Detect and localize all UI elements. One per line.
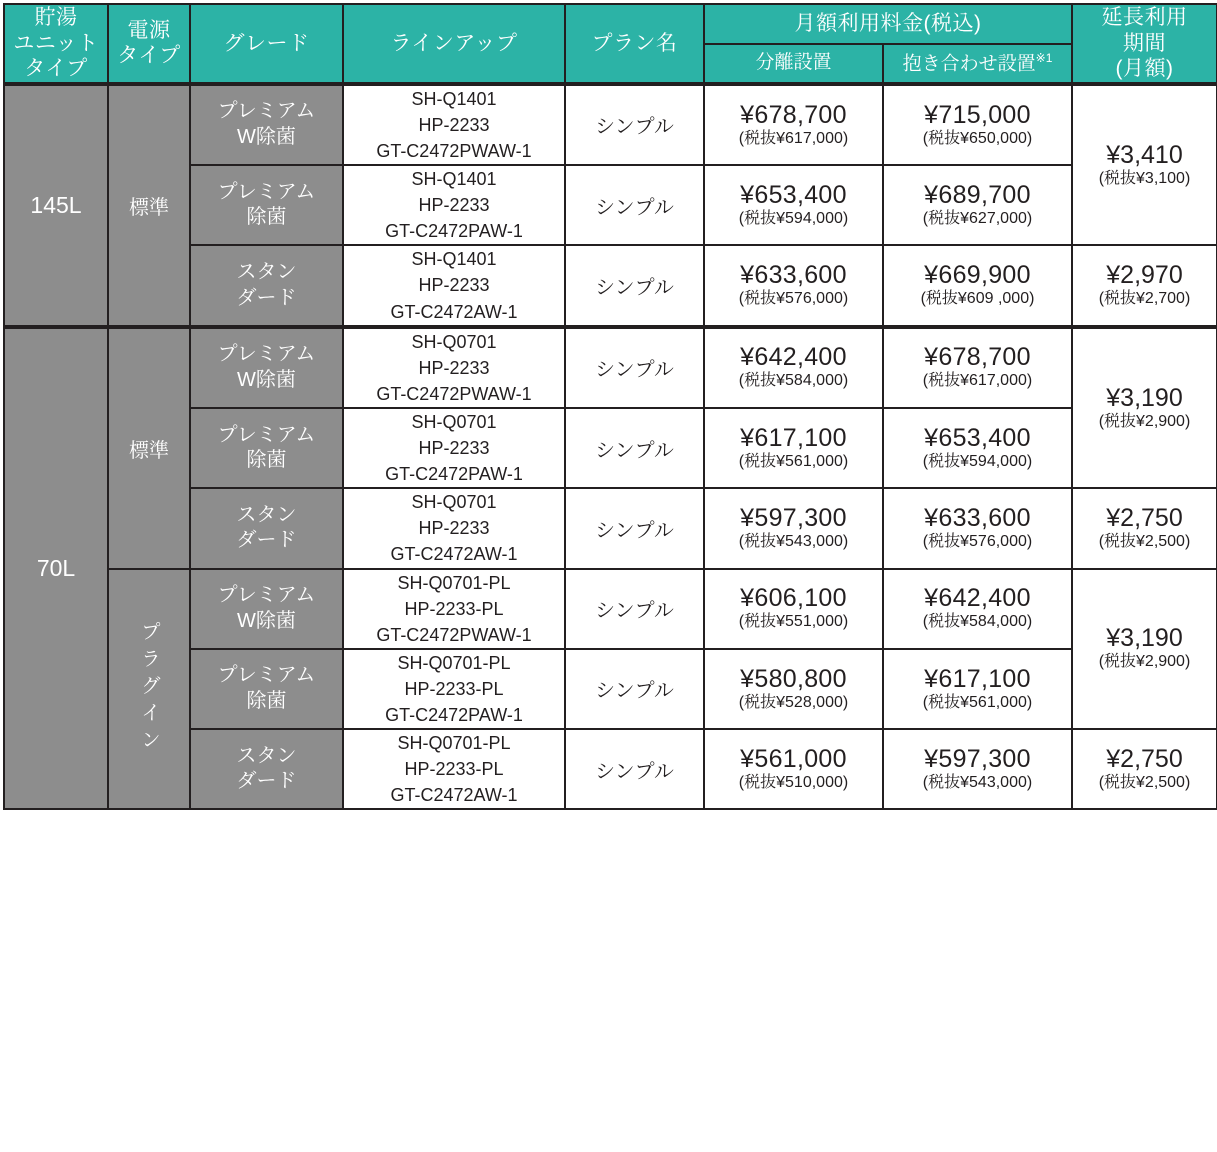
table-header-row-1 bbox=[4, 4, 1217, 44]
separate-price-cell bbox=[704, 245, 883, 326]
extension-price-sub: (税抜¥2,900) bbox=[1098, 653, 1191, 671]
combined-price-cell bbox=[883, 569, 1072, 649]
lineup-line3: GT-C2472PAW-1 bbox=[385, 704, 523, 725]
separate-price-main: ¥606,100 bbox=[740, 584, 847, 613]
unit-type-70l: 70L bbox=[4, 327, 108, 810]
power-type-plugin-70l bbox=[108, 569, 190, 810]
lineup-line2: HP-2233-PL bbox=[404, 678, 504, 699]
header-extension-line3: (月額) bbox=[1115, 57, 1174, 81]
plan-cell: シンプル bbox=[565, 408, 704, 488]
separate-price-sub: (税抜¥528,000) bbox=[738, 693, 849, 711]
combined-price-sub: (税抜¥650,000) bbox=[922, 129, 1033, 147]
lineup-line3: GT-C2472PWAW-1 bbox=[376, 624, 532, 645]
extension-price-sub: (税抜¥3,100) bbox=[1098, 169, 1191, 187]
header-lineup: ラインアップ bbox=[343, 4, 565, 84]
extension-price-main: ¥2,750 bbox=[1106, 503, 1183, 532]
header-extension-line2: 期間 bbox=[1123, 31, 1166, 55]
grade-cell bbox=[190, 488, 343, 568]
lineup-line3: GT-C2472PAW-1 bbox=[385, 464, 523, 485]
combined-price-main: ¥642,400 bbox=[924, 584, 1031, 613]
lineup-line1: SH-Q0701-PL bbox=[397, 652, 511, 673]
separate-price-main: ¥633,600 bbox=[740, 261, 847, 290]
separate-price-sub: (税抜¥543,000) bbox=[738, 532, 849, 550]
header-extension-period bbox=[1072, 4, 1217, 84]
lineup-line2: HP-2233-PL bbox=[404, 598, 504, 619]
extension-price-cell bbox=[1072, 245, 1217, 326]
lineup-line2: HP-2233-PL bbox=[404, 759, 504, 780]
separate-price-sub: (税抜¥617,000) bbox=[738, 129, 849, 147]
separate-price-main: ¥597,300 bbox=[740, 503, 847, 532]
combined-price-sub: (税抜¥627,000) bbox=[922, 209, 1033, 227]
combined-price-main: ¥597,300 bbox=[924, 744, 1031, 773]
grade-line2: 除菌 bbox=[246, 206, 287, 229]
grade-line1: プレミアム bbox=[217, 584, 316, 607]
combined-price-cell bbox=[883, 649, 1072, 729]
separate-price-main: ¥653,400 bbox=[740, 180, 847, 209]
lineup-cell bbox=[343, 649, 565, 729]
header-power-type-line2: タイプ bbox=[117, 44, 181, 68]
grade-cell bbox=[190, 84, 343, 165]
pricing-table bbox=[3, 3, 1217, 810]
combined-price-sub: (税抜¥561,000) bbox=[922, 693, 1033, 711]
grade-line2: ダード bbox=[236, 286, 297, 309]
grade-line2: W除菌 bbox=[237, 368, 296, 391]
grade-line1: スタン bbox=[236, 260, 297, 283]
header-unit-type-line2: ユニット bbox=[13, 31, 99, 55]
plan-cell: シンプル bbox=[565, 729, 704, 809]
extension-price-sub: (税抜¥2,500) bbox=[1098, 532, 1191, 550]
grade-line2: W除菌 bbox=[237, 125, 296, 148]
extension-price-main: ¥3,410 bbox=[1106, 140, 1183, 169]
separate-price-main: ¥561,000 bbox=[740, 744, 847, 773]
lineup-cell bbox=[343, 569, 565, 649]
header-unit-type bbox=[4, 4, 108, 84]
table-row bbox=[4, 84, 1217, 165]
extension-price-cell bbox=[1072, 327, 1217, 489]
combined-price-cell bbox=[883, 729, 1072, 809]
extension-price-cell bbox=[1072, 569, 1217, 730]
extension-price-sub: (税抜¥2,700) bbox=[1098, 290, 1191, 308]
combined-price-cell bbox=[883, 488, 1072, 568]
header-power-type bbox=[108, 4, 190, 84]
extension-price-main: ¥2,970 bbox=[1106, 261, 1183, 290]
plan-cell: シンプル bbox=[565, 569, 704, 649]
header-separate-install: 分離設置 bbox=[704, 44, 883, 84]
combined-price-main: ¥678,700 bbox=[924, 343, 1031, 372]
grade-cell bbox=[190, 245, 343, 326]
separate-price-cell bbox=[704, 327, 883, 408]
combined-price-cell bbox=[883, 84, 1072, 165]
lineup-line3: GT-C2472AW-1 bbox=[390, 544, 518, 565]
combined-price-main: ¥715,000 bbox=[924, 100, 1031, 129]
header-plan-name: プラン名 bbox=[565, 4, 704, 84]
separate-price-main: ¥642,400 bbox=[740, 343, 847, 372]
plan-cell: シンプル bbox=[565, 488, 704, 568]
lineup-line3: GT-C2472PAW-1 bbox=[385, 221, 523, 242]
power-type-standard-70l: 標準 bbox=[108, 327, 190, 569]
combined-price-cell bbox=[883, 327, 1072, 408]
grade-line1: スタン bbox=[236, 744, 297, 767]
lineup-line1: SH-Q1401 bbox=[411, 249, 497, 270]
grade-line1: プレミアム bbox=[217, 664, 316, 687]
grade-line2: ダード bbox=[236, 770, 297, 793]
grade-line1: プレミアム bbox=[217, 343, 316, 366]
lineup-cell bbox=[343, 245, 565, 326]
lineup-line1: SH-Q1401 bbox=[411, 88, 497, 109]
plan-cell: シンプル bbox=[565, 84, 704, 165]
combined-price-sub: (税抜¥543,000) bbox=[922, 773, 1033, 791]
separate-price-cell bbox=[704, 165, 883, 245]
grade-line1: プレミアム bbox=[217, 100, 316, 123]
lineup-line3: GT-C2472PWAW-1 bbox=[376, 141, 532, 162]
plan-cell: シンプル bbox=[565, 165, 704, 245]
lineup-line1: SH-Q0701-PL bbox=[397, 572, 511, 593]
separate-price-cell bbox=[704, 649, 883, 729]
header-combined-install bbox=[883, 44, 1072, 84]
grade-line2: 除菌 bbox=[246, 449, 287, 472]
combined-price-sub: (税抜¥617,000) bbox=[922, 372, 1033, 390]
lineup-cell bbox=[343, 327, 565, 408]
combined-price-main: ¥633,600 bbox=[924, 503, 1031, 532]
lineup-cell bbox=[343, 729, 565, 809]
grade-line2: 除菌 bbox=[246, 689, 287, 712]
grade-line1: プレミアム bbox=[217, 423, 316, 446]
combined-price-main: ¥689,700 bbox=[924, 180, 1031, 209]
grade-cell bbox=[190, 165, 343, 245]
extension-price-sub: (税抜¥2,900) bbox=[1098, 412, 1191, 430]
separate-price-sub: (税抜¥594,000) bbox=[738, 209, 849, 227]
header-unit-type-line1: 貯湯 bbox=[34, 6, 78, 29]
extension-price-sub: (税抜¥2,500) bbox=[1098, 773, 1191, 791]
extension-price-main: ¥3,190 bbox=[1106, 624, 1183, 653]
combined-price-main: ¥617,100 bbox=[924, 664, 1031, 693]
combined-price-cell bbox=[883, 245, 1072, 326]
separate-price-main: ¥580,800 bbox=[740, 664, 847, 693]
lineup-line1: SH-Q0701-PL bbox=[397, 733, 511, 754]
lineup-line3: GT-C2472PWAW-1 bbox=[376, 383, 532, 404]
lineup-cell bbox=[343, 165, 565, 245]
power-type-plugin-label: プラグイン bbox=[137, 621, 160, 757]
plan-cell: シンプル bbox=[565, 649, 704, 729]
separate-price-cell bbox=[704, 729, 883, 809]
extension-price-cell bbox=[1072, 729, 1217, 809]
lineup-cell bbox=[343, 488, 565, 568]
separate-price-sub: (税抜¥584,000) bbox=[738, 372, 849, 390]
separate-price-sub: (税抜¥561,000) bbox=[738, 452, 849, 470]
lineup-line2: HP-2233 bbox=[418, 438, 490, 459]
grade-line1: スタン bbox=[236, 503, 297, 526]
lineup-cell bbox=[343, 408, 565, 488]
plan-cell: シンプル bbox=[565, 245, 704, 326]
separate-price-cell bbox=[704, 84, 883, 165]
lineup-line2: HP-2233 bbox=[418, 114, 490, 135]
extension-price-cell bbox=[1072, 488, 1217, 568]
grade-line2: W除菌 bbox=[237, 609, 296, 632]
lineup-line1: SH-Q0701 bbox=[411, 331, 497, 352]
table-row bbox=[4, 569, 1217, 649]
lineup-line2: HP-2233 bbox=[418, 357, 490, 378]
extension-price-main: ¥3,190 bbox=[1106, 383, 1183, 412]
extension-price-main: ¥2,750 bbox=[1106, 744, 1183, 773]
grade-cell bbox=[190, 649, 343, 729]
grade-line1: プレミアム bbox=[217, 180, 316, 203]
grade-cell bbox=[190, 408, 343, 488]
unit-type-145l: 145L bbox=[4, 84, 108, 327]
combined-price-sub: (税抜¥576,000) bbox=[922, 532, 1033, 550]
header-monthly-fee: 月額利用料金(税込) bbox=[704, 4, 1072, 44]
extension-price-cell bbox=[1072, 84, 1217, 246]
lineup-line1: SH-Q0701 bbox=[411, 492, 497, 513]
separate-price-sub: (税抜¥576,000) bbox=[738, 290, 849, 308]
combined-price-main: ¥653,400 bbox=[924, 423, 1031, 452]
price-table-sheet bbox=[0, 3, 1217, 1152]
header-unit-type-line3: タイプ bbox=[24, 57, 88, 81]
separate-price-sub: (税抜¥510,000) bbox=[738, 773, 849, 791]
combined-price-sub: (税抜¥609 ,000) bbox=[920, 290, 1035, 308]
header-combined-install-note: ※1 bbox=[1035, 50, 1053, 65]
combined-price-cell bbox=[883, 408, 1072, 488]
lineup-line1: SH-Q0701 bbox=[411, 411, 497, 432]
header-combined-install-label: 抱き合わせ設置 bbox=[902, 52, 1036, 74]
header-grade: グレード bbox=[190, 4, 343, 84]
separate-price-cell bbox=[704, 569, 883, 649]
separate-price-main: ¥617,100 bbox=[740, 423, 847, 452]
header-power-type-line1: 電源 bbox=[127, 18, 171, 42]
separate-price-main: ¥678,700 bbox=[740, 100, 847, 129]
grade-cell bbox=[190, 327, 343, 408]
lineup-line1: SH-Q1401 bbox=[411, 169, 497, 190]
separate-price-sub: (税抜¥551,000) bbox=[738, 613, 849, 631]
combined-price-cell bbox=[883, 165, 1072, 245]
header-extension-line1: 延長利用 bbox=[1101, 6, 1188, 29]
lineup-cell bbox=[343, 84, 565, 165]
lineup-line2: HP-2233 bbox=[418, 275, 490, 296]
lineup-line2: HP-2233 bbox=[418, 195, 490, 216]
combined-price-sub: (税抜¥594,000) bbox=[922, 452, 1033, 470]
grade-cell bbox=[190, 569, 343, 649]
lineup-line2: HP-2233 bbox=[418, 518, 490, 539]
combined-price-sub: (税抜¥584,000) bbox=[922, 613, 1033, 631]
lineup-line3: GT-C2472AW-1 bbox=[390, 785, 518, 806]
grade-cell bbox=[190, 729, 343, 809]
lineup-line3: GT-C2472AW-1 bbox=[390, 301, 518, 322]
power-type-standard-145l: 標準 bbox=[108, 84, 190, 327]
grade-line2: ダード bbox=[236, 529, 297, 552]
combined-price-main: ¥669,900 bbox=[924, 261, 1031, 290]
separate-price-cell bbox=[704, 408, 883, 488]
plan-cell: シンプル bbox=[565, 327, 704, 408]
table-row bbox=[4, 327, 1217, 408]
separate-price-cell bbox=[704, 488, 883, 568]
